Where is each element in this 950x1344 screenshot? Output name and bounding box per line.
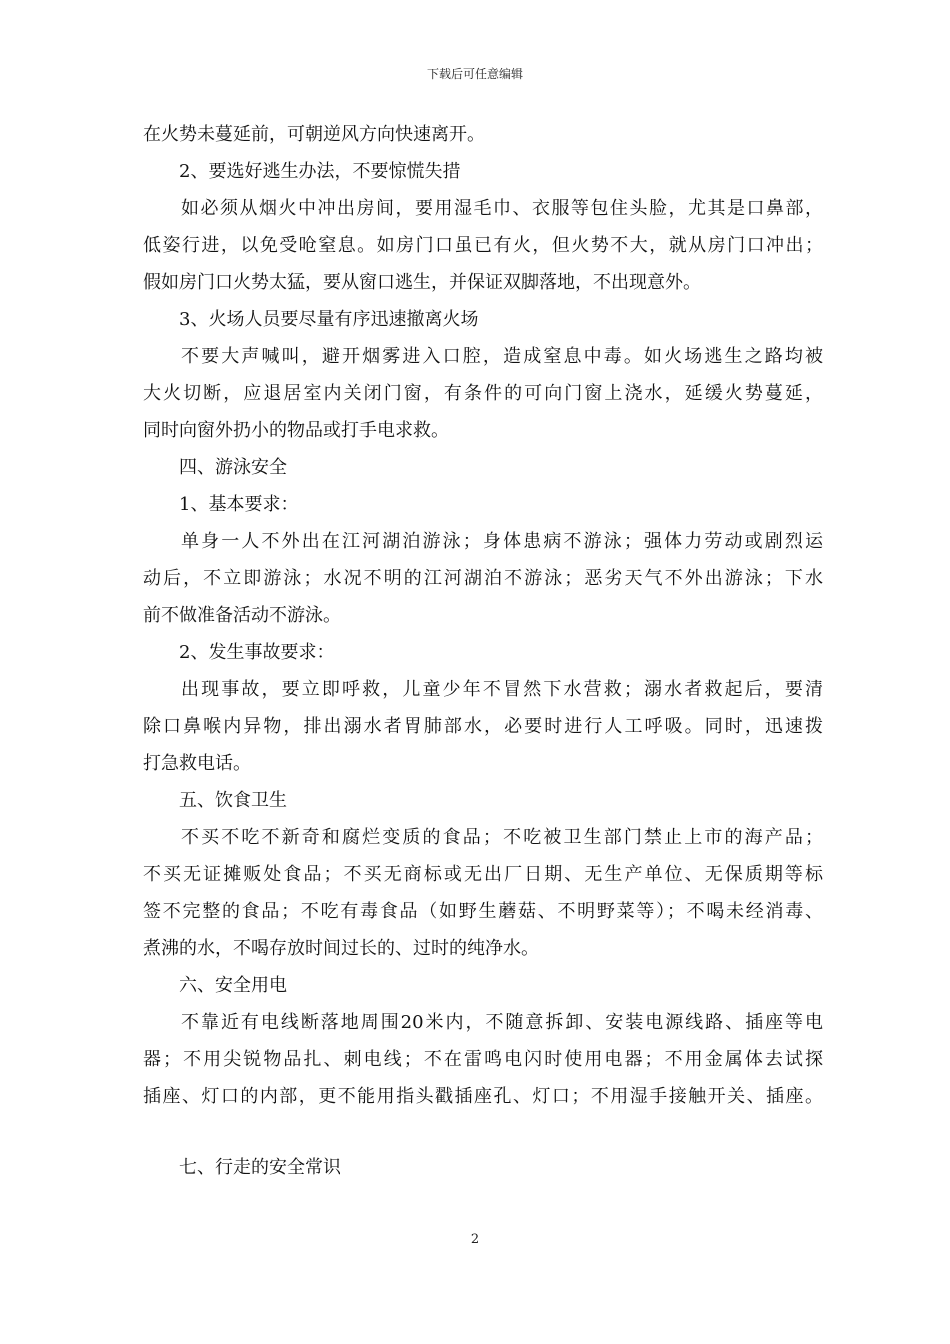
section-heading: 六、安全用电 [179,975,287,996]
paragraph-line: 出现事故，要立即呼救，儿童少年不冒然下水营救；溺水者救起后，要清 [181,679,823,700]
paragraph-line: 不要大声喊叫，避开烟雾进入口腔，造成窒息中毒。如火场逃生之路均被 [181,346,823,367]
paragraph-line: 签不完整的食品；不吃有毒食品（如野生蘑菇、不明野菜等）；不喝未经消毒、 [143,901,823,922]
paragraph-line: 插座、灯口的内部，更不能用指头戳插座孔、灯口；不用湿手接触开关、插座。 [143,1086,823,1107]
paragraph-line: 前不做准备活动不游泳。 [143,605,341,626]
paragraph-line: 同时向窗外扔小的物品或打手电求救。 [143,420,449,441]
section-heading: 四、游泳安全 [179,457,287,478]
paragraph-line: 不买不吃不新奇和腐烂变质的食品；不吃被卫生部门禁止上市的海产品； [181,827,823,848]
blank-line [143,1123,823,1157]
paragraph-line: 除口鼻喉内异物，排出溺水者胃肺部水，必要时进行人工呼吸。同时，迅速拨 [143,716,823,737]
section-heading: 七、行走的安全常识 [179,1157,341,1178]
section-heading: 2、要选好逃生办法，不要惊慌失措 [179,161,461,182]
page-number: 2 [470,1232,480,1247]
section-heading: 五、饮食卫生 [179,790,287,811]
document-body [143,124,823,1194]
paragraph-line: 不靠近有电线断落地周围20米内，不随意拆卸、安装电源线路、插座等电 [181,1012,823,1033]
paragraph-line: 低姿行进，以免受呛窒息。如房门口虽已有火，但火势不大，就从房门口冲出； [143,235,823,256]
paragraph-line: 器；不用尖锐物品扎、刺电线；不在雷鸣电闪时使用电器；不用金属体去试探 [143,1049,823,1070]
section-heading: 1、基本要求： [179,494,299,515]
section-heading: 2、发生事故要求： [179,642,335,663]
section-heading: 3、火场人员要尽量有序迅速撤离火场 [179,309,479,330]
paragraph-line: 如必须从烟火中冲出房间，要用湿毛巾、衣服等包住头脸，尤其是口鼻部， [181,198,823,219]
paragraph-line: 动后，不立即游泳；水况不明的江河湖泊不游泳；恶劣天气不外出游泳；下水 [143,568,823,589]
paragraph-line: 假如房门口火势太猛，要从窗口逃生，并保证双脚落地，不出现意外。 [143,272,701,293]
paragraph-line: 大火切断，应退居室内关闭门窗，有条件的可向门窗上浇水，延缓火势蔓延， [143,383,823,404]
paragraph-line: 不买无证摊贩处食品；不买无商标或无出厂日期、无生产单位、无保质期等标 [143,864,823,885]
page-header: 下载后可任意编辑 [426,67,523,81]
paragraph-line: 打急救电话。 [143,753,251,774]
paragraph-line: 单身一人不外出在江河湖泊游泳；身体患病不游泳；强体力劳动或剧烈运 [181,531,823,552]
paragraph-line: 在火势未蔓延前，可朝逆风方向快速离开。 [143,124,485,145]
paragraph-line: 煮沸的水，不喝存放时间过长的、过时的纯净水。 [143,938,539,959]
